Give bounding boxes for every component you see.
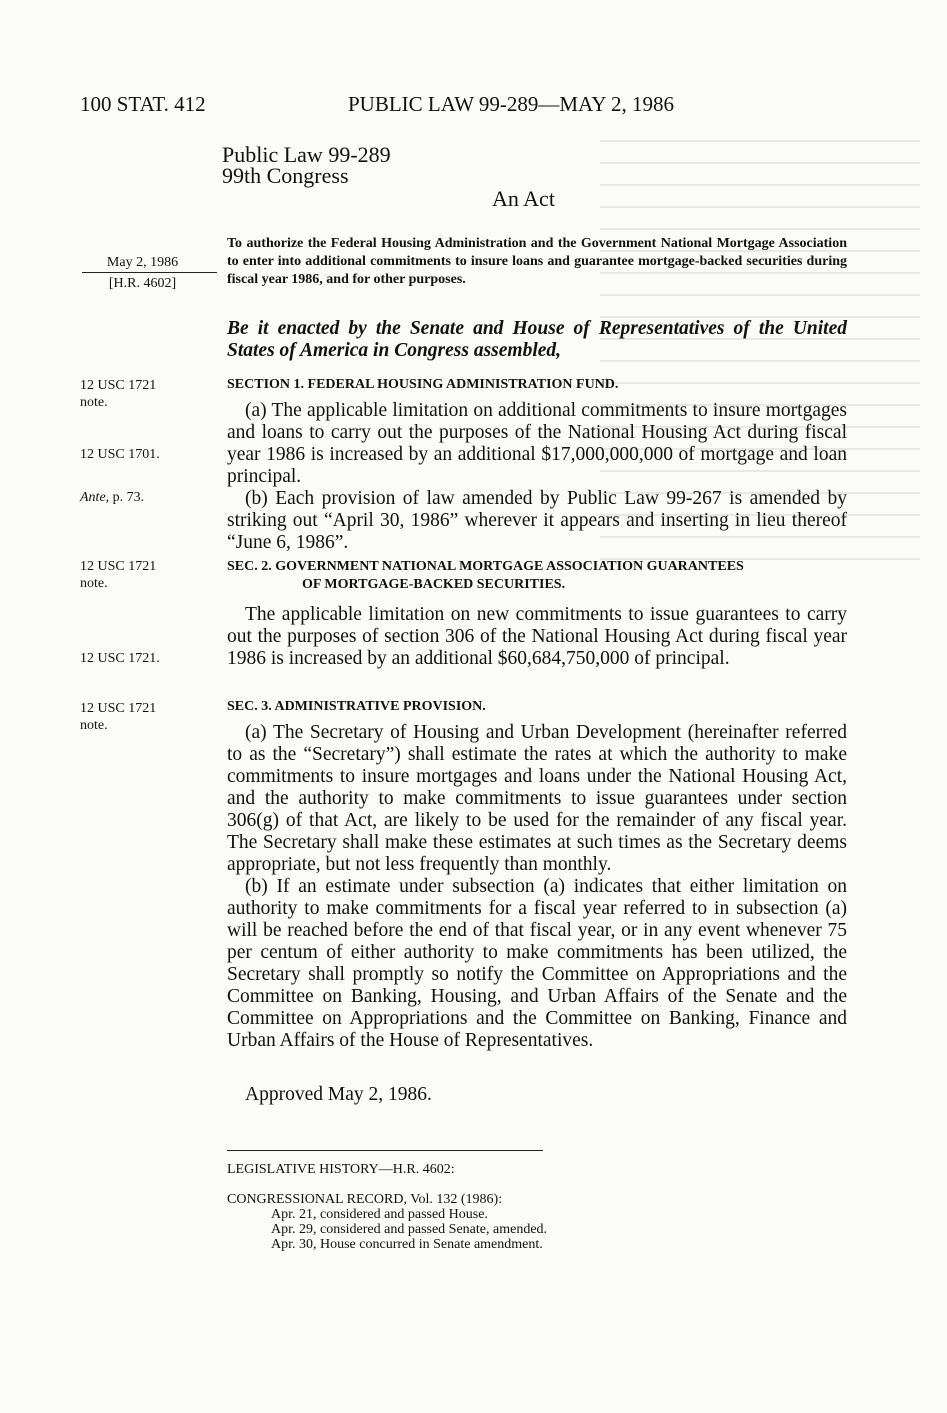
- approval-date: Approved May 2, 1986.: [245, 1084, 432, 1105]
- margin-bill-number: [H.R. 4602]: [108, 276, 177, 291]
- margin-note-line: note.: [80, 718, 108, 733]
- margin-note-line: note.: [80, 576, 108, 591]
- margin-divider: [82, 272, 217, 273]
- section-2-heading: SEC. 2. GOVERNMENT NATIONAL MORTGAGE ASSOCIATION GUARANTEES: [227, 559, 744, 574]
- section-2-heading-cont: OF MORTGAGE-BACKED SECURITIES.: [302, 577, 566, 592]
- margin-note-line: 12 USC 1721: [80, 559, 157, 574]
- section-1-body: [227, 400, 847, 554]
- section-3-body: [227, 722, 847, 1052]
- congress-number: 99th Congress: [222, 163, 349, 188]
- legislative-history-list: [271, 1207, 547, 1252]
- margin-note: [80, 558, 210, 592]
- margin-note: [80, 700, 210, 734]
- margin-note: [80, 377, 210, 411]
- congressional-record: CONGRESSIONAL RECORD, Vol. 132 (1986):: [227, 1192, 503, 1207]
- section-1-subsection-a: (a) The applicable limitation on additional commitments to insure mortgages and loans to carry out the purposes of the National Housing Act during fiscal year 1986 is increased by an additional $17,000,000,000 of mortgage and loan principal.: [227, 400, 847, 487]
- margin-note-line: note.: [80, 395, 108, 410]
- ante-page: p. 73.: [112, 490, 145, 505]
- margin-note-line: 12 USC 1721: [80, 378, 157, 393]
- running-title: PUBLIC LAW 99-289—MAY 2, 1986: [348, 92, 674, 116]
- section-3-subsection-a: (a) The Secretary of Housing and Urban Development (hereinafter referred to as the “Secretary”) shall estimate the rates at which the authority to make commitments to insure mortgages and loans under the National Housing Act, and the authority to make commitments to issue guarantees under section 306(g) of that Act, are likely to be used for the remainder of any fiscal year. The Secretary shall make these estimates at such times as the Secretary deems appropriate, but not less frequently than monthly.: [227, 722, 847, 875]
- footer-rule: [227, 1150, 543, 1151]
- margin-date: May 2, 1986: [106, 255, 179, 270]
- margin-note: 12 USC 1701.: [80, 447, 160, 462]
- history-entry: Apr. 29, considered and passed Senate, amended.: [271, 1222, 548, 1237]
- section-3-heading: SEC. 3. ADMINISTRATIVE PROVISION.: [227, 699, 486, 714]
- margin-note: 12 USC 1721.: [80, 651, 160, 666]
- section-2-body: [227, 604, 847, 670]
- history-entry: Apr. 21, considered and passed House.: [271, 1207, 488, 1222]
- ante-label: Ante,: [80, 490, 110, 505]
- act-label: An Act: [492, 186, 555, 211]
- margin-note-ante: [80, 489, 210, 506]
- history-entry: Apr. 30, House concurred in Senate amendment.: [271, 1237, 543, 1252]
- public-law-number: Public Law 99-289: [222, 142, 391, 167]
- act-purpose: To authorize the Federal Housing Administration and the Government National Mortgage Association to enter into additional commitments to insure loans and guarantee mortgage-backed securities during fiscal year 1986, and for other purposes.: [227, 236, 847, 287]
- section-2-text: The applicable limitation on new commitments to issue guarantees to carry out the purposes of section 306 of the National Housing Act during fiscal year 1986 is increased by an additional $60,684,750,000 of principal.: [227, 604, 847, 669]
- section-3-subsection-b: (b) If an estimate under subsection (a) indicates that either limitation on authority to make commitments for a fiscal year referred to in subsection (a) will be reached before the end of that fiscal year, or in any event whenever 75 per centum of either authority to make commitments has been utilized, the Secretary shall promptly so notify the Committee on Appropriations and the Committee on Banking, Housing, and Urban Affairs of the Senate and the Committee on Appropriations and the Committee on Banking, Finance and Urban Affairs of the House of Representatives.: [227, 876, 847, 1051]
- section-1-heading: SECTION 1. FEDERAL HOUSING ADMINISTRATION FUND.: [227, 377, 619, 392]
- enacting-clause: Be it enacted by the Senate and House of Representatives of the United States of America in Congress assembled,: [227, 318, 847, 361]
- section-1-subsection-b: (b) Each provision of law amended by Public Law 99-267 is amended by striking out “April 30, 1986” wherever it appears and inserting in lieu thereof “June 6, 1986”.: [227, 488, 847, 553]
- legislative-history-heading: LEGISLATIVE HISTORY—H.R. 4602:: [227, 1162, 455, 1177]
- page-stat-citation: 100 STAT. 412: [80, 92, 206, 116]
- margin-note-line: 12 USC 1721: [80, 701, 157, 716]
